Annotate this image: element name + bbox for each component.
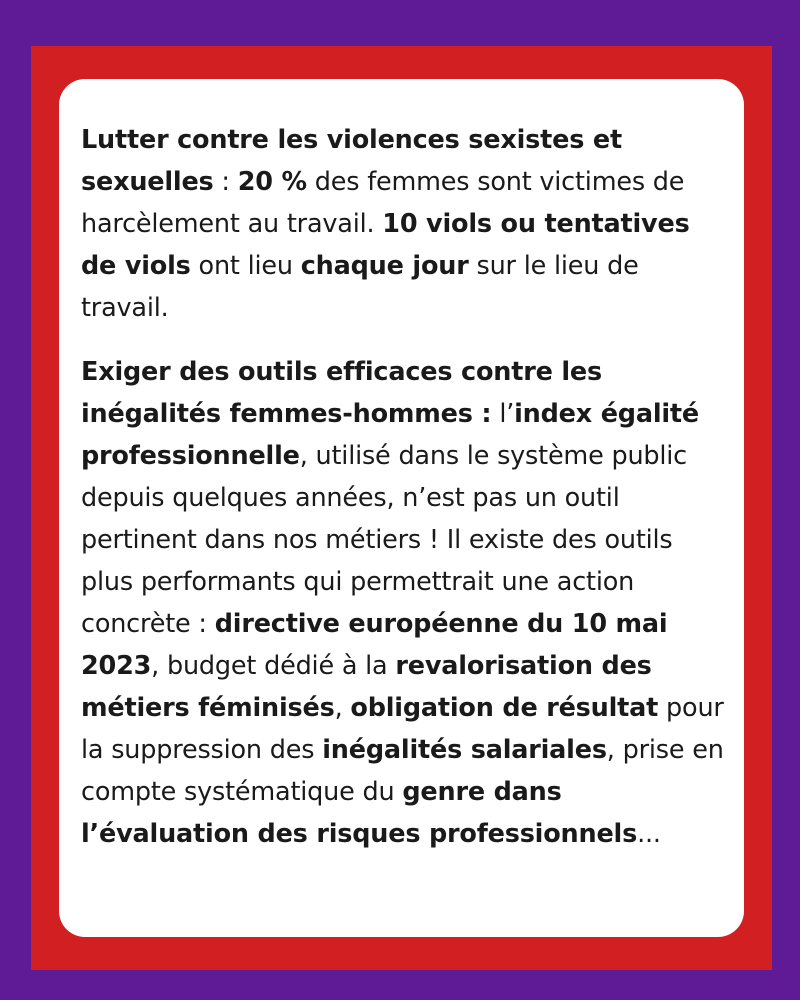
text-span: , budget dédié à la <box>151 651 396 681</box>
heading-violences: Lutter contre les violences sexistes et sexuelles <box>81 125 622 197</box>
text-span: : <box>213 167 238 197</box>
text-span: ont lieu <box>190 251 301 281</box>
emphasis-obligation: obligation de résultat <box>350 693 659 723</box>
content-card <box>59 79 744 937</box>
text-span: sur le lieu de travail. <box>81 251 639 323</box>
emphasis-directive: directive européenne du 10 mai 2023 <box>81 609 668 681</box>
text-span: , prise en compte systématique du <box>81 735 724 807</box>
heading-inegalites: Exiger des outils efficaces contre les inégalités femmes-hommes : <box>81 357 602 429</box>
emphasis-revalorisation: revalorisation des métiers féminisés <box>81 651 652 723</box>
emphasis-chaque-jour: chaque jour <box>300 251 469 281</box>
text-span: , utilisé dans le système public depuis quelques années, n’est pas un outil pertinent dans nos métiers ! Il existe des outils plus performants qui permettrait une action concrète : <box>81 441 687 639</box>
text-span: pour la suppression des <box>81 693 724 765</box>
text-span: l’ <box>491 399 515 429</box>
text-span: des femmes sont victimes de harcèlement au travail. <box>81 167 685 239</box>
stat-10-viols: 10 viols ou tentatives de viols <box>81 209 690 281</box>
emphasis-genre-evaluation: genre dans l’évaluation des risques professionnels <box>81 777 638 849</box>
text-span: ... <box>637 819 661 849</box>
text-span: , <box>334 693 351 723</box>
stat-20-percent: 20 % <box>237 167 307 197</box>
paragraph-inegalites <box>81 351 724 855</box>
emphasis-index-egalite: index égalité professionnelle <box>81 399 700 471</box>
emphasis-inegalites-salariales: inégalités salariales <box>322 735 607 765</box>
paragraph-violences <box>81 119 724 329</box>
